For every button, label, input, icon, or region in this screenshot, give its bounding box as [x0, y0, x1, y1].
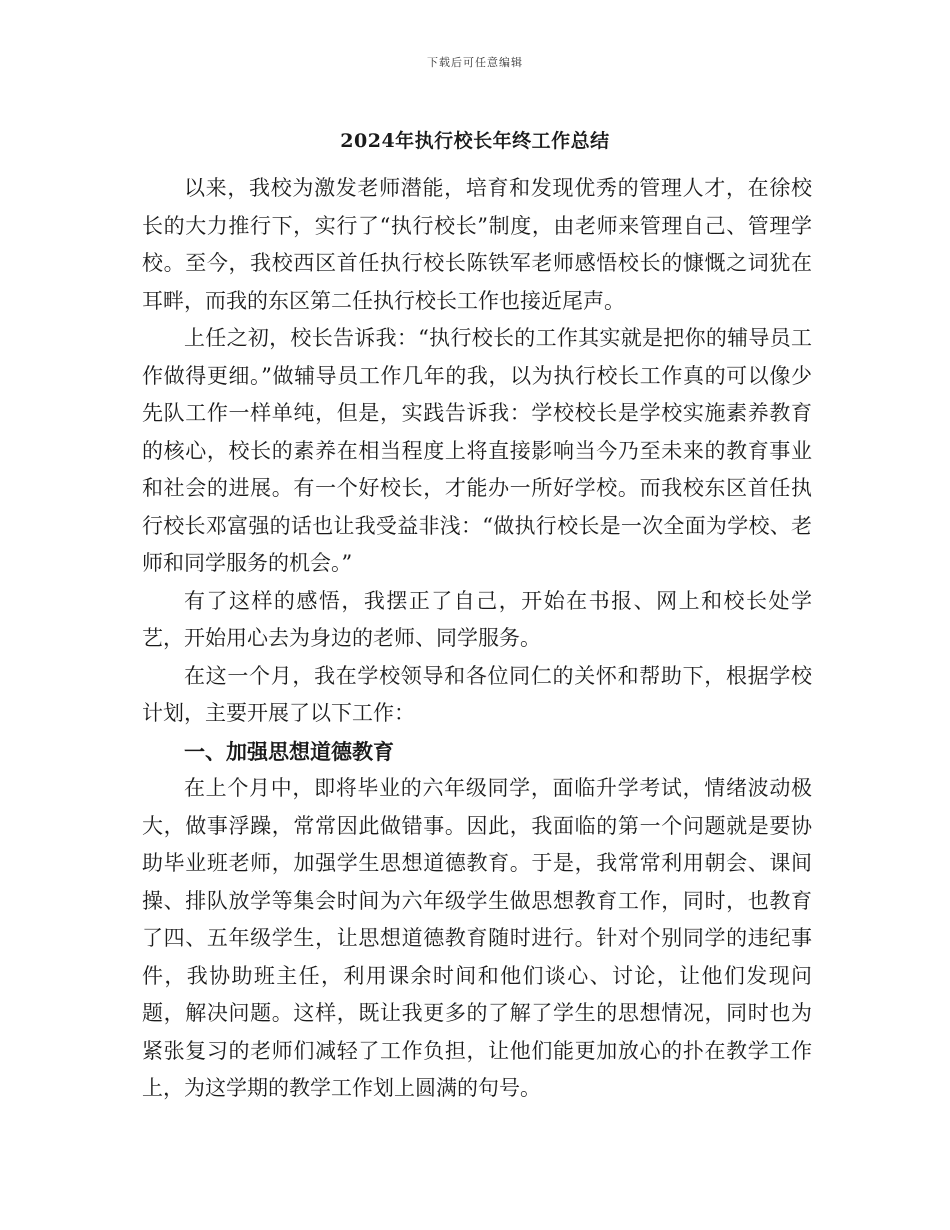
- paragraph-intro: 以来，我校为激发老师潜能，培育和发现优秀的管理人才，在徐校长的大力推行下，实行了“执行校长”制度，由老师来管理自己、管理学校。至今，我校西区首任执行校长陈铁军老师感悟校长的慷慨之词犹在耳畔，而我的东区第二任执行校长工作也接近尾声。: [142, 176, 812, 313]
- paragraph-section-1: 在上个月中，即将毕业的六年级同学，面临升学考试，情绪波动极大，做事浮躁，常常因此做错事。因此，我面临的第一个问题就是要协助毕业班老师，加强学生思想道德教育。于是，我常常利用朝会、课间操、排队放学等集会时间为六年级学生做思想教育工作，同时，也教育了四、五年级学生，让思想道德教育随时进行。针对个别同学的违纪事件，我协助班主任，利用课余时间和他们谈心、讨论，让他们发现问题，解决问题。这样，既让我更多的了解了学生的思想情况，同时也为紧张复习的老师们减轻了工作负担，让他们能更加放心的扑在教学工作上，为这学期的教学工作划上圆满的句号。: [142, 776, 812, 1100]
- paragraph-reflection: 有了这样的感悟，我摆正了自己，开始在书报、网上和校长处学艺，开始用心去为身边的老师、同学服务。: [142, 588, 812, 650]
- paragraph-work-overview: 在这一个月，我在学校领导和各位同仁的关怀和帮助下，根据学校计划，主要开展了以下工作：: [142, 663, 812, 725]
- page-header: 下载后可任意编辑: [427, 56, 523, 69]
- paragraph-appointment: 上任之初，校长告诉我：“执行校长的工作其实就是把你的辅导员工作做得更细。”做辅导员工作几年的我，以为执行校长工作真的可以像少先队工作一样单纯，但是，实践告诉我：学校校长是学校实施素养教育的核心，校长的素养在相当程度上将直接影响当今乃至未来的教育事业和社会的进展。有一个好校长，才能办一所好学校。而我校东区首任执行校长邓富强的话也让我受益非浅：“做执行校长是一次全面为学校、老师和同学服务的机会。”: [142, 326, 812, 575]
- section-heading: 一、加强思想道德教育: [184, 738, 394, 764]
- document-title: 2024年执行校长年终工作总结: [340, 130, 610, 152]
- document-body: [142, 170, 812, 1108]
